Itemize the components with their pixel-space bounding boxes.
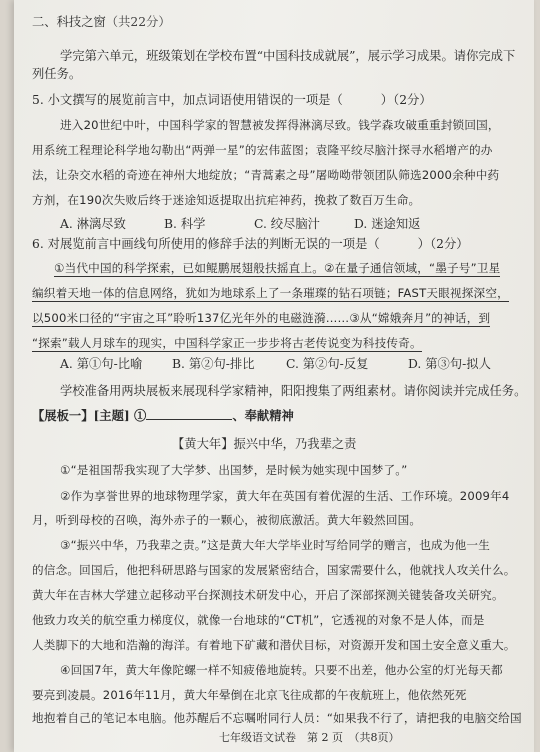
- section-score: （共22分）: [105, 15, 171, 29]
- material-para-3-line-5: 人类脚下的大地和浩瀚的海洋。有着地下矿藏和潜伏目标，对资源开发和国土安全意义重大。: [32, 638, 516, 652]
- q6-text-line-1: ①当代中国的科学探索，已如鲲鹏展翅般扶摇直上。②在量子通信领域，“墨子号”卫星: [54, 261, 501, 275]
- intro-line-1: 学完第六单元，班级策划在学校布置“中国科技成就展”，展示学习成果。请你完成下: [60, 49, 516, 63]
- task-1-instruction: 学校准备用两块展板来展现科学家精神，阳阳搜集了两组素材。请你阅读并完成任务。: [60, 384, 527, 398]
- section-heading: [32, 14, 171, 30]
- question-5-option-c: C. 绞尽脑汁: [254, 217, 320, 231]
- material-para-4-line-2: 要亮到凌晨。2016年11月，黄大年晕倒在北京飞往成都的午夜航班上，他依然死死: [32, 688, 467, 702]
- theme-blank: [146, 409, 232, 420]
- q6-text-line-2: 编织着天地一体的信息网络，犹如为地球系上了一条璀璨的钻石项链；FAST天眼视探深空，: [32, 286, 509, 300]
- board-one-heading: 【展板一】[主题] ① 、奉献精神: [32, 408, 294, 423]
- preface-line-4: 方剂，在190次失败后终于迷途知返提取出抗疟神药，挽救了数百万生命。: [32, 193, 421, 207]
- question-6-option-d: D. 第③句-拟人: [408, 357, 491, 371]
- material-para-2-line-2: 月，听到母校的召唤，海外赤子的一颗心，被彻底激活。黄大年毅然回国。: [32, 513, 422, 527]
- material-title: 【黄大年】振兴中华，乃我辈之责: [172, 437, 357, 451]
- question-6-option-c: C. 第②句-反复: [286, 357, 369, 371]
- section-title: 二、科技之窗: [32, 15, 106, 29]
- material-para-3-line-1: ③“振兴中华，乃我辈之责。”这是黄大年大学毕业时写给同学的赠言，也成为他一生: [60, 538, 490, 552]
- material-para-3-line-3: 黄大年在吉林大学建立起移动平台探测技术研发中心，开启了深部探测关键装备攻关研究。: [32, 588, 504, 602]
- material-para-3-line-4: 他致力攻关的航空重力梯度仪，就像一台地球的“CT机”，它透视的对象不是人体，而是: [32, 613, 485, 627]
- preface-line-1: 进入20世纪中叶，中国科学家的智慧被发挥得淋漓尽致。钱学森攻破重重封锁回国，: [60, 118, 500, 132]
- intro-line-2: 列任务。: [32, 67, 82, 81]
- question-5-stem: 5. 小文撰写的展览前言中，加点词语使用错误的一项是（ ）（2分）: [32, 93, 432, 107]
- question-5-option-a: A. 淋漓尽致: [60, 217, 126, 231]
- material-para-4-line-1: ④回国7年，黄大年像陀螺一样不知疲倦地旋转。只要不出差，他办公室的灯光每天都: [60, 663, 503, 677]
- q6-text-line-3: 以500米口径的“宇宙之耳”聆听137亿光年外的电磁涟漪……③从“嫦娥奔月”的神话，到: [32, 311, 491, 325]
- question-6-option-a: A. 第①句-比喻: [60, 357, 143, 371]
- material-para-3-line-2: 的信念。回国后，他把科研思路与国家的发展紧密结合，国家需要什么，他就找人攻关什么。: [32, 563, 516, 577]
- question-5-option-d: D. 迷途知返: [354, 217, 421, 231]
- material-para-4-line-3: 地抱着自己的笔记本电脑。他苏醒后不忘嘱咐同行人员：“如果我不行了，请把我的电脑交给国: [32, 711, 522, 725]
- exam-page: [14, 0, 534, 752]
- page-footer: 七年级语文试卷 第 2 页 （共8页）: [219, 731, 400, 744]
- preface-line-2: 用系统工程理论科学地勾勒出“两弹一星”的宏伟蓝图；袁隆平绞尽脑汁探寻水稻增产的办: [32, 143, 493, 157]
- material-para-2-line-1: ②作为享誉世界的地球物理学家，黄大年在英国有着优渥的生活、工作环境。2009年4: [60, 489, 510, 503]
- question-5-option-b: B. 科学: [164, 217, 206, 231]
- question-6-option-b: B. 第②句-排比: [172, 357, 255, 371]
- material-para-1: ①“是祖国帮我实现了大学梦、出国梦，是时候为她实现中国梦了。”: [60, 463, 408, 477]
- question-6-stem: 6. 对展览前言中画线句所使用的修辞手法的判断无误的一项是（ ）（2分）: [32, 237, 469, 251]
- q6-text-line-4: “探索”载人月球车的现实，中国科学家正一步步将古老传说变为科技传奇。: [32, 336, 422, 350]
- preface-line-3: 法，让杂交水稻的奇迹在神州大地绽放；“青蒿素之母”屠呦呦带领团队筛选2000余种中药: [32, 168, 500, 182]
